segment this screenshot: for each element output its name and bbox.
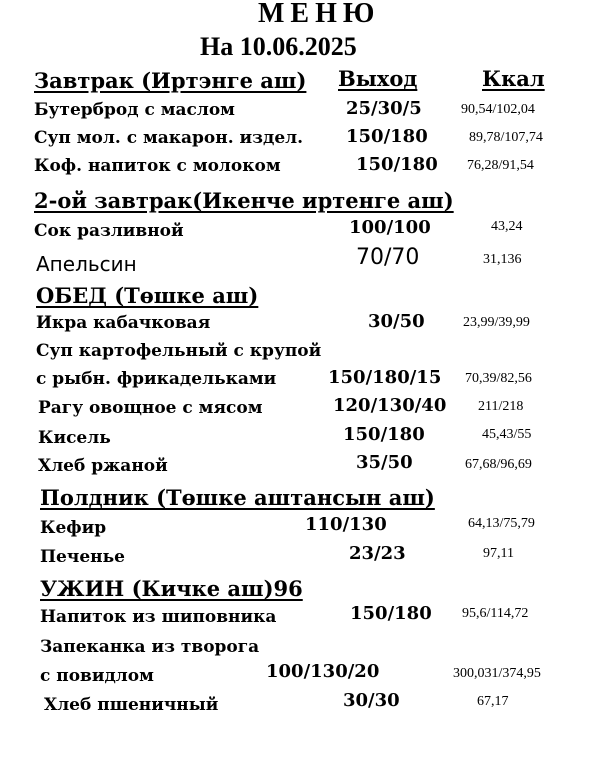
menu-item-output: 150/180 xyxy=(356,154,438,175)
menu-item-name: Суп мол. с макарон. издел. xyxy=(34,128,304,148)
menu-date: На 10.06.2025 xyxy=(200,32,357,61)
menu-item-name: Кефир xyxy=(40,518,107,538)
menu-item-output: 35/50 xyxy=(356,452,413,473)
section-breakfast: Завтрак (Иртэнге аш) xyxy=(34,68,307,93)
menu-item-name: Сок разливной xyxy=(34,221,184,241)
menu-item-kcal: 67,17 xyxy=(477,694,509,709)
menu-item-name: Бутерброд с маслом xyxy=(34,100,235,120)
menu-item-kcal: 64,13/75,79 xyxy=(468,516,535,531)
menu-item-kcal: 300,031/374,95 xyxy=(453,666,541,681)
menu-item-kcal: 45,43/55 xyxy=(482,427,532,442)
menu-item-name: Хлеб пшеничный xyxy=(44,695,219,715)
menu-item-name: Напиток из шиповника xyxy=(40,607,277,627)
menu-item-kcal: 70,39/82,56 xyxy=(465,371,532,386)
menu-item-kcal: 97,11 xyxy=(483,546,514,561)
menu-item-kcal: 95,6/114,72 xyxy=(462,606,529,621)
menu-item-output: 150/180 xyxy=(343,424,425,445)
menu-item-kcal: 31,136 xyxy=(483,252,522,267)
section-dinner: УЖИН (Кичке аш)96 xyxy=(40,576,303,601)
menu-item-kcal: 43,24 xyxy=(491,219,523,234)
column-header-output: Выход xyxy=(338,66,418,91)
menu-item-output: 23/23 xyxy=(349,543,406,564)
menu-item-name: Кисель xyxy=(38,428,111,448)
menu-item-output: 150/180/15 xyxy=(328,367,442,388)
page-title: МЕНЮ xyxy=(258,0,381,29)
menu-item-kcal: 23,99/39,99 xyxy=(463,315,530,330)
menu-item-output: 70/70 xyxy=(356,245,420,270)
menu-item-name: Суп картофельный с крупой xyxy=(36,341,322,361)
menu-item-name: Хлеб ржаной xyxy=(38,456,168,476)
menu-item-output: 100/130/20 xyxy=(266,661,380,682)
menu-item-kcal: 89,78/107,74 xyxy=(469,130,543,145)
menu-item-name: Запеканка из творога xyxy=(40,637,260,657)
menu-item-kcal: 90,54/102,04 xyxy=(461,102,535,117)
menu-item-output: 120/130/40 xyxy=(333,395,447,416)
menu-item-name: с повидлом xyxy=(40,666,154,686)
menu-item-name: Коф. напиток с молоком xyxy=(34,156,281,176)
menu-item-name: с рыбн. фрикадельками xyxy=(36,369,277,389)
section-second-breakfast: 2-ой завтрак(Икенче иртенге аш) xyxy=(34,188,454,213)
menu-item-kcal: 76,28/91,54 xyxy=(467,158,534,173)
menu-item-kcal: 211/218 xyxy=(478,399,524,414)
menu-item-output: 30/30 xyxy=(343,690,400,711)
menu-item-output: 100/100 xyxy=(349,217,431,238)
menu-item-name: Икра кабачковая xyxy=(36,313,211,333)
section-lunch: ОБЕД (Төшке аш) xyxy=(36,283,259,308)
menu-item-kcal: 67,68/96,69 xyxy=(465,457,532,472)
column-header-kcal: Ккал xyxy=(482,66,545,91)
menu-item-name: Печенье xyxy=(40,547,125,567)
menu-item-output: 150/180 xyxy=(346,126,428,147)
menu-item-output: 110/130 xyxy=(305,514,387,535)
menu-item-output: 30/50 xyxy=(368,311,425,332)
section-afternoon-snack: Полдник (Төшке аштансын аш) xyxy=(40,485,435,510)
menu-item-output: 150/180 xyxy=(350,603,432,624)
menu-item-output: 25/30/5 xyxy=(346,98,422,119)
menu-item-name: Рагу овощное с мясом xyxy=(38,398,263,418)
menu-item-name: Апельсин xyxy=(36,252,137,276)
